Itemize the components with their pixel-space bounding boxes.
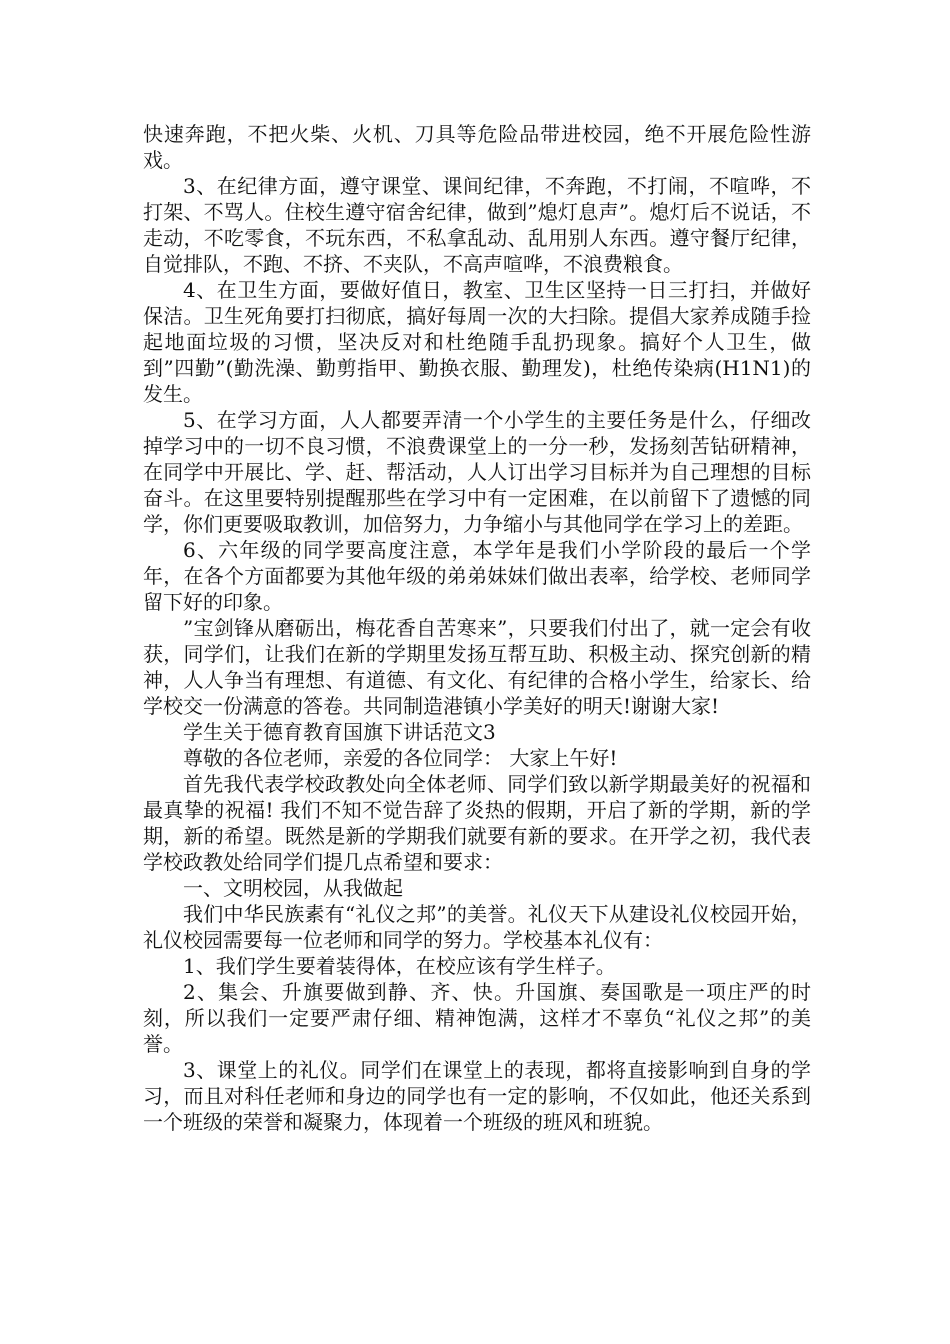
paragraph-discipline: 3、在纪律方面，遵守课堂、课间纪律，不奔跑，不打闹，不喧哗，不打架、不骂人。住校生遵守宿舍纪律，做到”熄灯息声”。熄灯后不说话，不走动，不吃零食，不玩东西，不私拿乱动、乱用别人东西。遵守餐厅纪律，自觉排队，不跑、不挤、不夹队，不高声喧哗，不浪费粮食。 <box>143 174 811 276</box>
document-body <box>143 121 811 1135</box>
paragraph-introduction: 首先我代表学校政教处向全体老师、同学们致以新学期最美好的祝福和最真挚的祝福! 我们不知不觉告辞了炎热的假期，开启了新的学期，新的学期，新的希望。既然是新的学期我们就要有新的要求。在开学之初，我代表学校政教处给同学们提几点希望和要求： <box>143 772 811 874</box>
paragraph-study: 5、在学习方面，人人都要弄清一个小学生的主要任务是什么，仔细改掉学习中的一切不良习惯，不浪费课堂上的一分一秒，发扬刻苦钻研精神，在同学中开展比、学、赶、帮活动，人人订出学习目标并为自己理想的目标奋斗。在这里要特别提醒那些在学习中有一定困难，在以前留下了遗憾的同学，你们更要吸取教训，加倍努力，力争缩小与其他同学在学习上的差距。 <box>143 408 811 536</box>
paragraph-etiquette: 我们中华民族素有“礼仪之邦”的美誉。礼仪天下从建设礼仪校园开始，礼仪校园需要每一位老师和同学的努力。学校基本礼仪有： <box>143 902 811 952</box>
section-title: 学生关于德育教育国旗下讲话范文3 <box>183 720 496 744</box>
paragraph-greeting: 尊敬的各位老师，亲爱的各位同学： 大家上午好! <box>183 746 618 770</box>
paragraph-continuation: 快速奔跑，不把火柴、火机、刀具等危险品带进校园，绝不开展危险性游戏。 <box>143 122 811 172</box>
paragraph-classroom: 3、课堂上的礼仪。同学们在课堂上的表现，都将直接影响到自身的学习，而且对科任老师和身边的同学也有一定的影响，不仅如此，他还关系到一个班级的荣誉和凝聚力，体现着一个班级的班风和班貌。 <box>143 1058 811 1134</box>
section-heading-civilized-campus: 一、文明校园，从我做起 <box>183 876 403 900</box>
paragraph-sixth-grade: 6、六年级的同学要高度注意，本学年是我们小学阶段的最后一个学年，在各个方面都要为其他年级的弟弟妹妹们做出表率，给学校、老师同学留下好的印象。 <box>143 538 811 614</box>
paragraph-dress: 1、我们学生要着装得体，在校应该有学生样子。 <box>183 954 616 978</box>
paragraph-assembly: 2、集会、升旗要做到静、齐、快。升国旗、奏国歌是一项庄严的时刻，所以我们一定要严肃仔细、精神饱满，这样才不辜负“礼仪之邦”的美誉。 <box>143 980 811 1056</box>
paragraph-hygiene: 4、在卫生方面，要做好值日，教室、卫生区坚持一日三打扫，并做好保洁。卫生死角要打扫彻底，搞好每周一次的大扫除。提倡大家养成随手捡起地面垃圾的习惯，坚决反对和杜绝随手乱扔现象。搞好个人卫生，做到”四勤”(勤洗澡、勤剪指甲、勤换衣服、勤理发)，杜绝传染病(H1N1)的发生。 <box>143 278 811 406</box>
paragraph-closing: ”宝剑锋从磨砺出，梅花香自苦寒来”，只要我们付出了，就一定会有收获，同学们，让我们在新的学期里发扬互帮互助、积极主动、探究创新的精神，人人争当有理想、有道德、有文化、有纪律的合格小学生，给家长、给学校交一份满意的答卷。共同制造港镇小学美好的明天!谢谢大家! <box>143 616 811 718</box>
